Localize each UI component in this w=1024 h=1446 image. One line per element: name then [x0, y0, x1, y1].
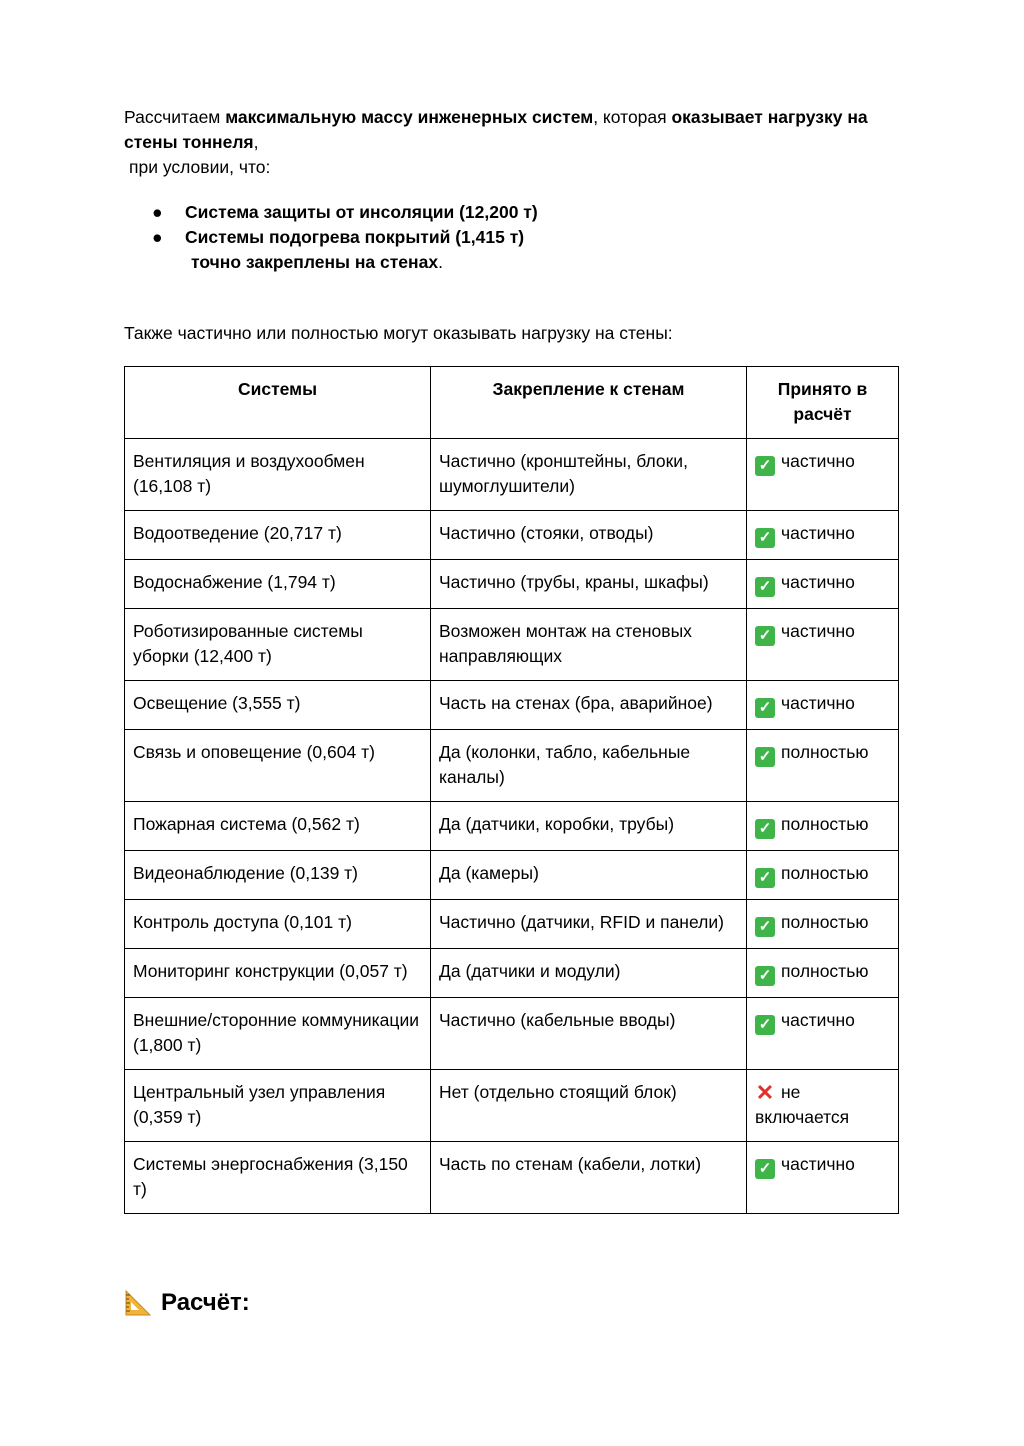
bullet-icon: ● — [152, 202, 163, 222]
check-icon: ✓ — [755, 819, 775, 839]
cell-mount: Да (датчики и модули) — [431, 949, 747, 998]
cross-icon: ✕ — [755, 1080, 775, 1105]
intro-condition: при условии, что: — [129, 157, 271, 177]
status-text: полностью — [781, 863, 869, 883]
check-icon: ✓ — [755, 868, 775, 888]
cell-mount: Часть по стенам (кабели, лотки) — [431, 1142, 747, 1214]
cell-accepted — [747, 1142, 899, 1214]
cell-mount: Частично (кабельные вводы) — [431, 998, 747, 1070]
also-text: Также частично или полностью могут оказывать нагрузку на стены: — [124, 323, 673, 343]
status-text: частично — [781, 572, 855, 592]
status-text: частично — [781, 1010, 855, 1030]
status-text: частично — [781, 451, 855, 471]
cell-system: Освещение (3,555 т) — [125, 681, 431, 730]
intro-paragraph — [124, 105, 914, 180]
check-icon: ✓ — [755, 698, 775, 718]
status-text: полностью — [781, 814, 869, 834]
cell-system: Водоснабжение (1,794 т) — [125, 560, 431, 609]
cell-system: Внешние/сторонние коммуникации (1,800 т) — [125, 998, 431, 1070]
intro-bold-1: максимальную массу инженерных систем — [225, 107, 594, 127]
table-row — [125, 1070, 899, 1142]
table-body — [125, 439, 899, 1214]
section-heading — [124, 1287, 250, 1319]
cell-system: Вентиляция и воздухообмен (16,108 т) — [125, 439, 431, 511]
table-row — [125, 802, 899, 851]
list-item — [152, 200, 912, 225]
status-text: частично — [781, 1154, 855, 1174]
check-icon: ✓ — [755, 577, 775, 597]
cell-mount: Часть на стенах (бра, аварийное) — [431, 681, 747, 730]
cell-accepted — [747, 1070, 899, 1142]
check-icon: ✓ — [755, 1159, 775, 1179]
bullet-tail — [152, 250, 912, 275]
status-text: частично — [781, 693, 855, 713]
intro-text-1: Рассчитаем — [124, 107, 226, 127]
cell-accepted — [747, 681, 899, 730]
table-row — [125, 900, 899, 949]
check-icon: ✓ — [755, 528, 775, 548]
bullet-tail-end: . — [438, 252, 443, 272]
header-accepted: Принято в расчёт — [747, 367, 899, 439]
table-row — [125, 998, 899, 1070]
check-icon: ✓ — [755, 1015, 775, 1035]
cell-mount: Частично (стояки, отводы) — [431, 511, 747, 560]
cell-mount: Да (датчики, коробки, трубы) — [431, 802, 747, 851]
bullet-icon: ● — [152, 227, 163, 247]
table-row — [125, 439, 899, 511]
systems-table — [124, 366, 899, 1214]
cell-accepted — [747, 560, 899, 609]
table-row — [125, 609, 899, 681]
cell-system: Роботизированные системы уборки (12,400 т) — [125, 609, 431, 681]
cell-mount: Да (колонки, табло, кабельные каналы) — [431, 730, 747, 802]
table-header-row — [125, 367, 899, 439]
cell-mount: Да (камеры) — [431, 851, 747, 900]
cell-mount: Частично (кронштейны, блоки, шумоглушители) — [431, 439, 747, 511]
table-row — [125, 560, 899, 609]
cell-mount: Возможен монтаж на стеновых направляющих — [431, 609, 747, 681]
check-icon: ✓ — [755, 626, 775, 646]
header-systems: Системы — [125, 367, 431, 439]
bullet-list — [152, 200, 912, 275]
cell-system: Пожарная система (0,562 т) — [125, 802, 431, 851]
cell-system: Системы энергоснабжения (3,150 т) — [125, 1142, 431, 1214]
table-row — [125, 511, 899, 560]
header-mount: Закрепление к стенам — [431, 367, 747, 439]
cell-system: Центральный узел управления (0,359 т) — [125, 1070, 431, 1142]
check-icon: ✓ — [755, 456, 775, 476]
status-text: полностью — [781, 912, 869, 932]
intro-bold-2: оказывает нагрузку на стены тоннеля — [124, 107, 868, 152]
cell-accepted — [747, 511, 899, 560]
list-item — [152, 225, 912, 250]
cell-accepted — [747, 439, 899, 511]
table-row — [125, 851, 899, 900]
cell-accepted — [747, 949, 899, 998]
cell-system: Связь и оповещение (0,604 т) — [125, 730, 431, 802]
table-row — [125, 1142, 899, 1214]
status-text: частично — [781, 523, 855, 543]
check-icon: ✓ — [755, 747, 775, 767]
table-row — [125, 949, 899, 998]
cell-mount: Нет (отдельно стоящий блок) — [431, 1070, 747, 1142]
table-row — [125, 730, 899, 802]
cell-system: Контроль доступа (0,101 т) — [125, 900, 431, 949]
status-text: полностью — [781, 961, 869, 981]
table-row — [125, 681, 899, 730]
intro-text-2: , которая — [593, 107, 672, 127]
status-text: полностью — [781, 742, 869, 762]
cell-accepted — [747, 851, 899, 900]
heading-text: Расчёт: — [161, 1289, 250, 1316]
check-icon: ✓ — [755, 917, 775, 937]
triangular-ruler-icon — [124, 1289, 152, 1317]
cell-accepted — [747, 998, 899, 1070]
cell-accepted — [747, 609, 899, 681]
cell-system: Видеонаблюдение (0,139 т) — [125, 851, 431, 900]
check-icon: ✓ — [755, 966, 775, 986]
intro-text-3: , — [253, 132, 259, 152]
bullet-text: Системы подогрева покрытий (1,415 т) — [185, 227, 525, 247]
cell-accepted — [747, 802, 899, 851]
status-text: частично — [781, 621, 855, 641]
cell-accepted — [747, 900, 899, 949]
cell-mount: Частично (трубы, краны, шкафы) — [431, 560, 747, 609]
status-text: не включается — [755, 1082, 850, 1127]
cell-system: Мониторинг конструкции (0,057 т) — [125, 949, 431, 998]
bullet-text: Система защиты от инсоляции (12,200 т) — [185, 202, 538, 222]
cell-mount: Частично (датчики, RFID и панели) — [431, 900, 747, 949]
bullet-tail-bold: точно закреплены на стенах — [191, 252, 439, 272]
cell-accepted — [747, 730, 899, 802]
cell-system: Водоотведение (20,717 т) — [125, 511, 431, 560]
